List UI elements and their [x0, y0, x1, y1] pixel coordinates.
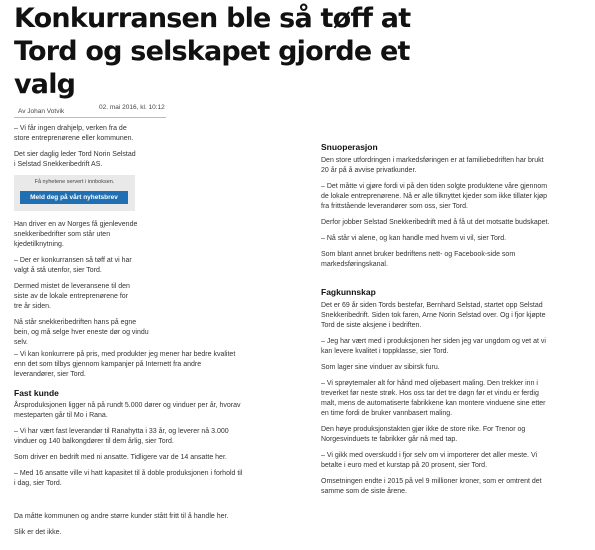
section-snuoperasjon — [321, 142, 591, 270]
paragraph: Som lager sine vinduer av sibirsk furu. — [321, 364, 440, 371]
section-heading: Fagkunnskap — [321, 287, 376, 297]
paragraph: – Vi gikk med overskudd i fjor selv om vi importerer det aller meste. Vi betalte i euro med et kurstap på 20 prosent, sier Tord. — [321, 452, 538, 469]
paragraph: Årsproduksjonen ligger nå på rundt 5.000 dører og vinduer per år, hvorav mesteparten går til Mo i Rana. — [14, 402, 241, 419]
headline-line: valg — [14, 69, 76, 100]
section-fast-kunde — [14, 388, 304, 489]
left-narrow-block — [14, 220, 164, 348]
byline — [14, 104, 166, 118]
paragraph: Som driver en bedrift med ni ansatte. Tidligere var de 14 ansatte her. — [14, 454, 227, 461]
paragraph: Da måtte kommunen og andre større kunder stått fritt til å handle her. — [14, 513, 229, 520]
paragraph: Den store utfordringen i markedsføringen er at familiebedriften har brukt 20 år på å avvise privatkunder. — [321, 157, 544, 174]
paragraph: – Med 16 ansatte ville vi hatt kapasitet til å doble produksjonen i forhold til i dag, sier Tord. — [14, 470, 243, 487]
publish-date: 02. mai 2016, kl. 10:12 — [99, 104, 165, 111]
left-intro — [14, 124, 164, 170]
paragraph: Han driver en av Norges få gjenlevende snekkeribedrifter som står uten kjedetilknytning. — [14, 221, 138, 248]
paragraph: Det sier daglig leder Tord Norin Selstad i Selstad Snekkeribedrift AS. — [14, 151, 136, 168]
headline-line: Konkurransen ble så tøff at — [14, 3, 411, 34]
paragraph: – Vi får ingen drahjelp, verken fra de store entreprenørene eller kommunen. — [14, 125, 134, 142]
paragraph: – Det måtte vi gjøre fordi vi på den tiden solgte produktene våre gjennom de lokale entreprenørene. Nå er alle tilknyttet kjeder som ikke tillater kjøp fra frittstående leverandører som oss, sier Tord. — [321, 183, 548, 210]
section-heading: Fast kunde — [14, 388, 59, 398]
paragraph: Den høye produksjonstakten gjør ikke de store rike. For Trenor og Norgesvinduets te fabrikker går nå med tap. — [321, 426, 526, 443]
paragraph: – Vi sprøytemaler alt for hånd med oljebasert maling. Den trekker inn i treverket før neste strøk. Hos oss tar det tre døgn før et vindu er ferdig malt, mens de automatiserte fabrikkene kan montere vinduene sine etter en time fordi de bruker vannbasert maling. — [321, 380, 546, 417]
paragraph: Omsetningen endte i 2015 på vel 9 millioner kroner, som er omtrent det samme som de siste årene. — [321, 478, 542, 495]
paragraph: Nå står snekkeribedriften hans på egne bein, og må selge hver eneste dør og vindu selv. — [14, 319, 149, 346]
newsletter-signup-button[interactable]: Meld deg på vårt nyhetsbrev — [20, 191, 128, 204]
paragraph: – Jeg har vært med i produksjonen her siden jeg var ungdom og vet at vi kan levere kvalitet i toppklasse, sier Tord. — [321, 338, 546, 355]
author-name: Av Johan Votvik — [18, 108, 65, 115]
newsletter-note: Få nyhetene servert i innboksen. — [34, 179, 115, 185]
paragraph: Slik er det ikke. — [14, 529, 62, 536]
left-bottom-block — [14, 512, 304, 538]
paragraph: – Nå står vi alene, og kan handle med hvem vi vil, sier Tord. — [321, 235, 507, 242]
section-fagkunnskap — [321, 287, 591, 497]
paragraph: Dermed mistet de leveransene til den siste av de lokale entreprenørene for tre år siden. — [14, 283, 130, 310]
headline — [14, 2, 411, 101]
left-wide-block — [14, 350, 304, 380]
paragraph: Derfor jobber Selstad Snekkeribedrift med å få ut det motsatte budskapet. — [321, 219, 550, 226]
paragraph: – Vi har vært fast leverandør til Ranahytta i 33 år, og leverer nå 3.000 vinduer og 140 balkongdører til dem årlig, sier Tord. — [14, 428, 229, 445]
headline-line: Tord og selskapet gjorde et — [14, 36, 410, 67]
newsletter-box — [14, 175, 135, 211]
paragraph: Som blant annet bruker bedriftens nett- og Facebook-side som markedsføringskanal. — [321, 251, 516, 268]
section-heading: Snuoperasjon — [321, 142, 378, 152]
paragraph: – Vi kan konkurrere på pris, med produkter jeg mener har bedre kvalitet enn det som tilbys gjennom kampanjer på Internett fra andre leverandører, sier Tord. — [14, 351, 236, 378]
paragraph: – Der er konkurransen så tøff at vi har valgt å stå utenfor, sier Tord. — [14, 257, 132, 274]
paragraph: Det er 69 år siden Tords bestefar, Bernhard Selstad, startet opp Selstad Snekkeribedrift. Siden tok faren, Arne Norin Selstad over. Og i fjor kjøpte Tord de siste aksjene i bedriften. — [321, 302, 546, 329]
